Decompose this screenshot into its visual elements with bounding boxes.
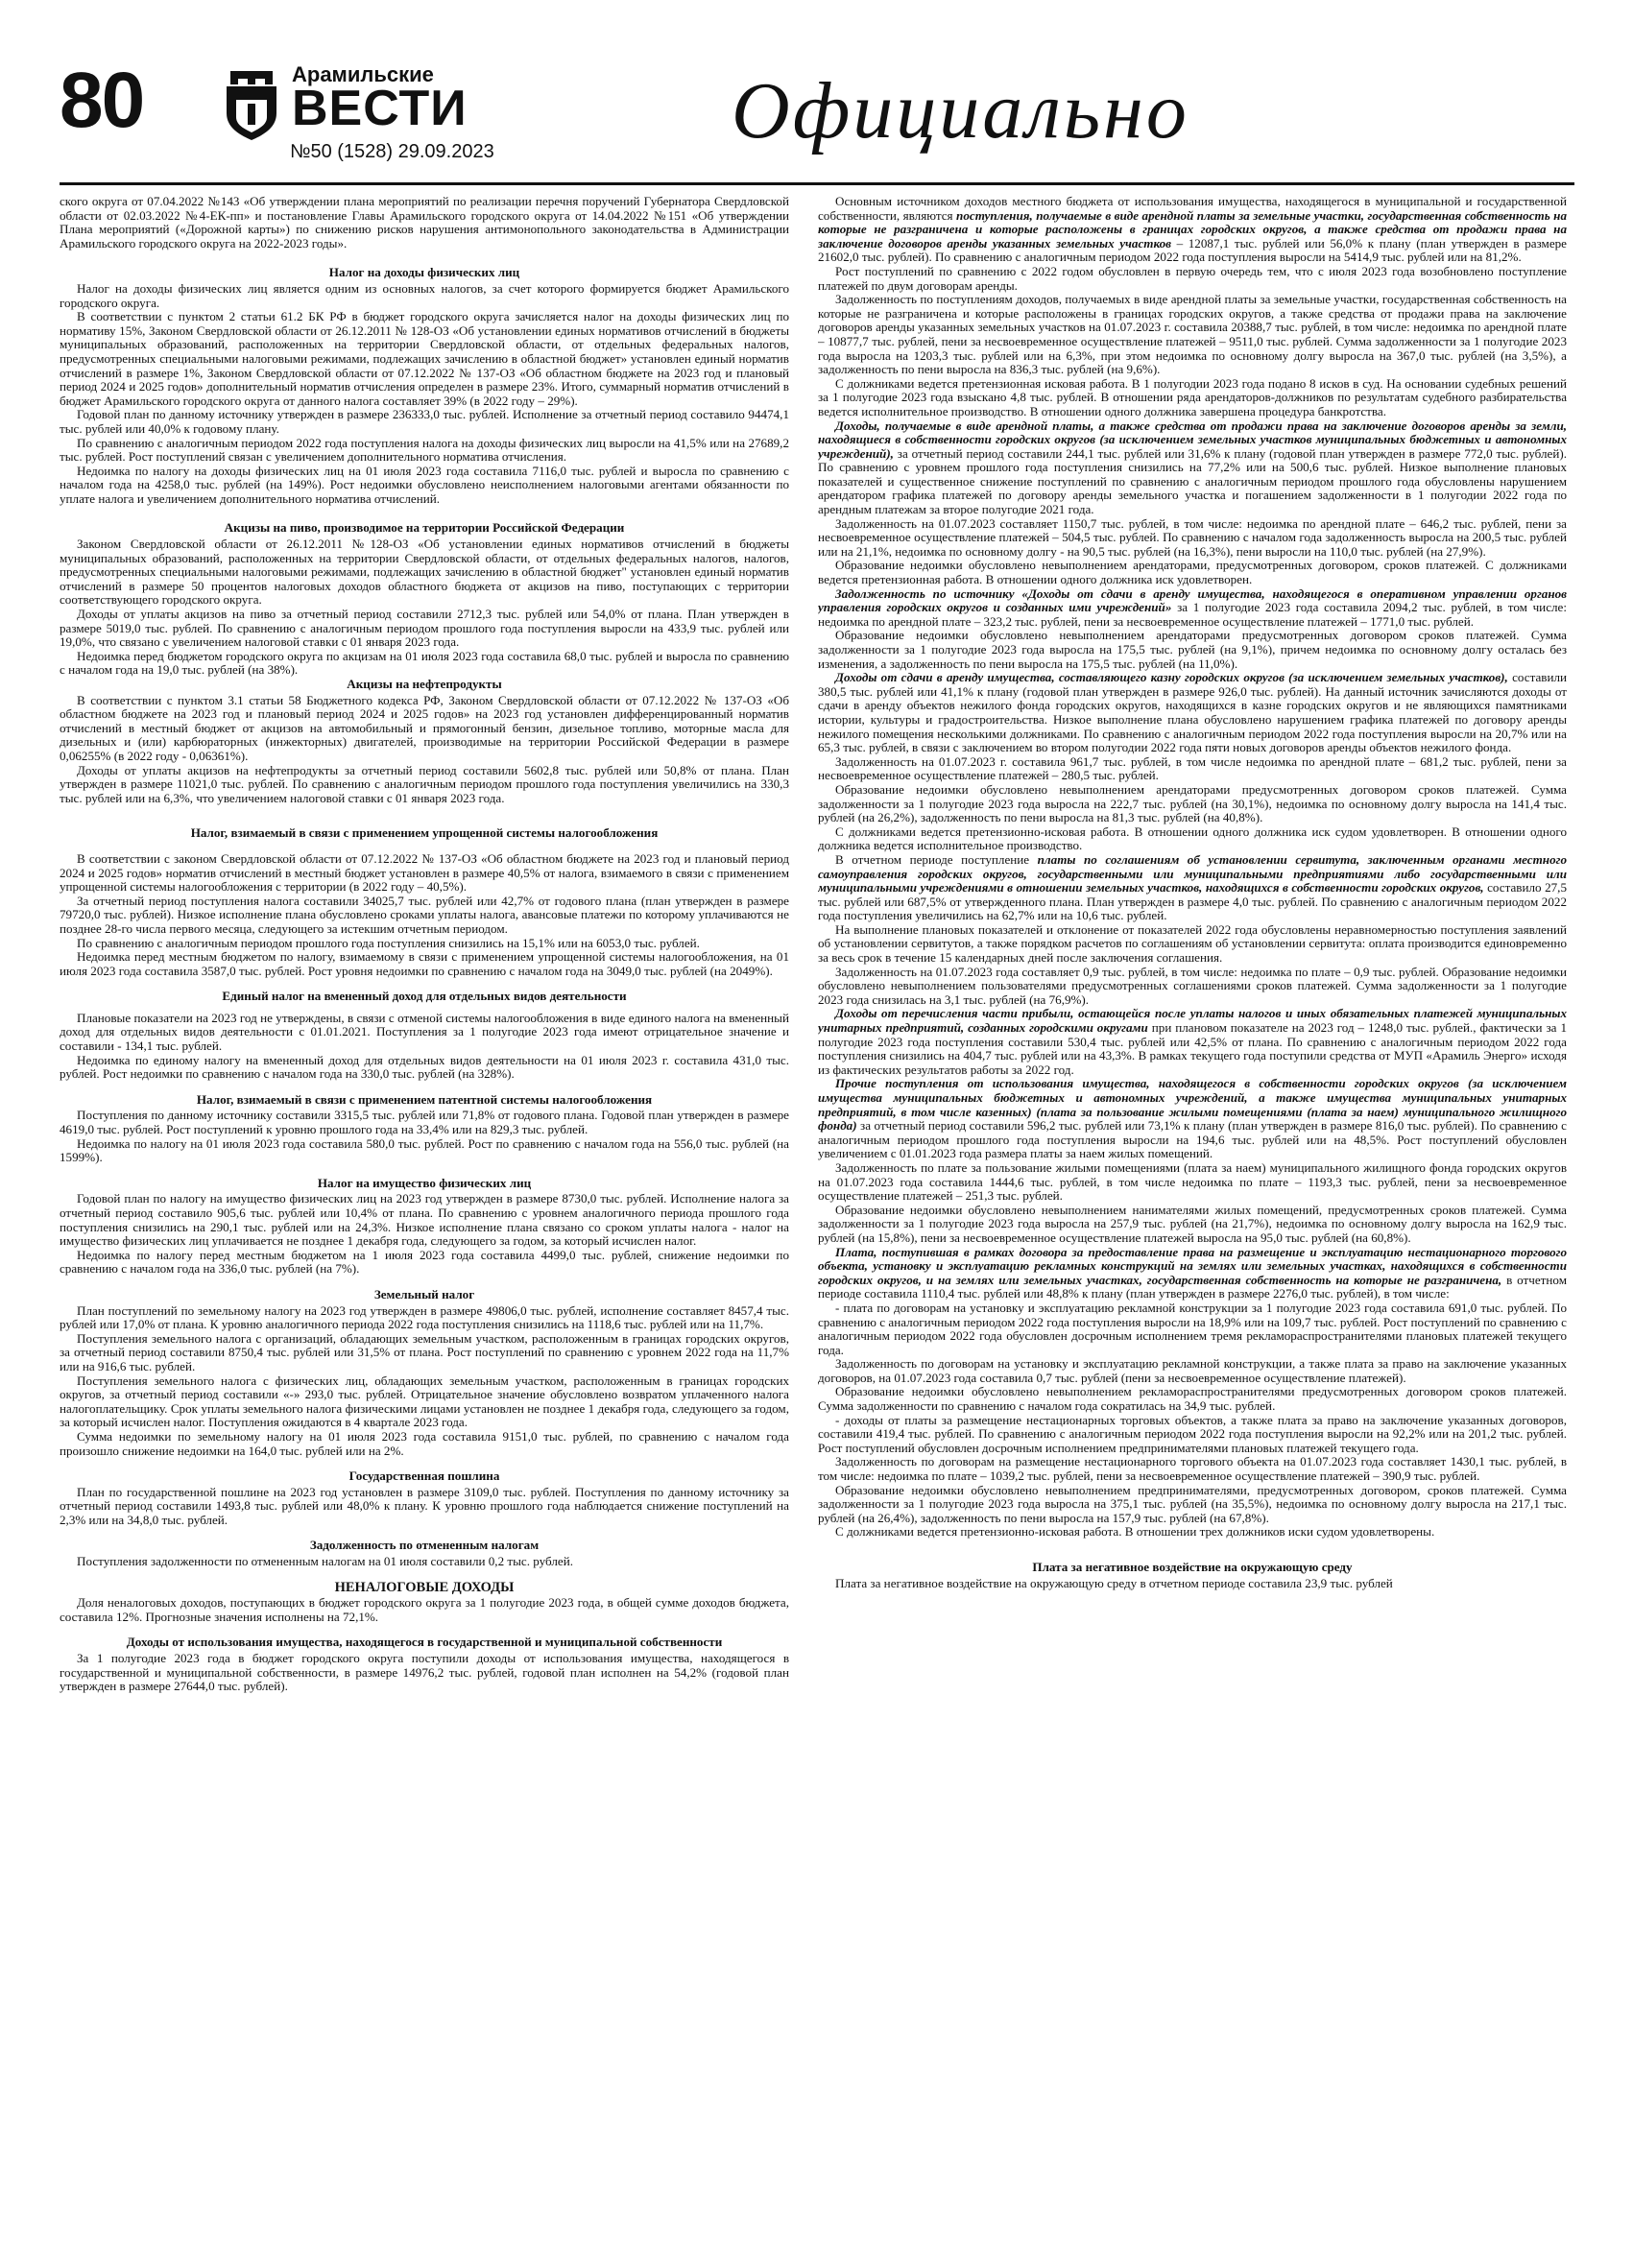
section-heading: Акцизы на нефтепродукты: [347, 677, 502, 691]
section-heading: Государственная пошлина: [348, 1468, 500, 1484]
paragraph: Доходы от уплаты акцизов на нефтепродукты за отчетный период составили 5602,8 тыс. рублей или 50,8% от плана. План утвержден в размере 11021,0 тыс. рублей. По сравнению с аналогичным периодом прошлого года поступления увеличились на 330,3 тыс. рублей или на 6,3%, что увеличением налоговой ставки с 01 января 2023 года.: [60, 762, 789, 805]
section-heading: Доходы от использования имущества, находящегося в государственной и муниципальной собственности: [126, 1635, 723, 1650]
paragraph: В соответствии с законом Свердловской области от 07.12.2022 № 137-ОЗ «Об областном бюджете на 2023 год и плановый период 2024 и 2025 годов» норматив отчислений в местный бюджет установлен в размере 40,5% от налога, взимаемого в связи с применением упрощенной системы налогообложения с территории (в 2022 году – 40,5%).: [60, 850, 789, 895]
paragraph: Задолженность на 01.07.2023 года составляет 0,9 тыс. рублей, в том числе: недоимка по плате – 0,9 тыс. рублей. Образование недоимки обусловлено невыполнением пользователями предусмотренных соглашениями сроков платежей. Сумма задолженности за 1 полугодие 2023 года снизилась на 3,1 тыс. рублей (на 76,9%).: [818, 964, 1567, 1007]
left-column: [60, 195, 789, 2220]
paragraph: Задолженность по договорам на размещение нестационарного торгового объекта на 01.07.2023 года составляет 1430,1 тыс. рублей, в том числе: недоимка по плате – 1039,2 тыс. рублей, пени за несвоевременное осуществление платежей – 390,9 тыс. рублей.: [818, 1454, 1567, 1484]
text-run: Основным источником доходов местного бюджета от использования имущества, находящегося в муниципальной и государственной собственности, являются: [818, 195, 1567, 223]
coat-of-arms-icon: [223, 71, 280, 140]
paragraph: По сравнению с аналогичным периодом прошлого года поступления снизились на 15,1% или на 6053,0 тыс. рублей.: [77, 935, 700, 950]
section-heading: Земельный налог: [373, 1286, 475, 1301]
section-heading: Задолженность по отмененным налогам: [309, 1538, 540, 1553]
paragraph: Плата за негативное воздействие на окружающую среду в отчетном периоде составила 23,9 тыс. рублей: [835, 1575, 1393, 1590]
emphasis-text: Доходы от сдачи в аренду имущества, составляющего казну городских округов (за исключением земельных участков),: [835, 670, 1508, 685]
paragraph: План поступлений по земельному налогу на 2023 год утвержден в размере 49806,0 тыс. рублей, исполнение составляет 8457,4 тыс. рублей или 17,0% от плана. К уровню аналогичного периода 2022 года поступления снизились на 1118,6 тыс. рублей или на 11,7%.: [60, 1302, 789, 1332]
publication-name-main: ВЕСТИ: [292, 81, 468, 136]
section-heading: Акцизы на пиво, производимое на территории Российской Федерации: [224, 520, 625, 536]
section-heading: Налог на доходы физических лиц: [328, 265, 520, 280]
paragraph: Задолженность по поступлениям доходов, получаемых в виде арендной платы за земельные участки, государственная собственность на которые не разграничена и которые расположены в границах городских округов, а также средства от продажи права на заключение договоров аренды указанных земельных участков на 01.07.2023 г. составила 20388,7 тыс. рублей, в том числе: недоимка по арендной плате – 10877,7 тыс. рублей, пени за несвоевременное осуществление платежей – 9511,0 тыс. рублей. Сумма задолженности за 1 полугодие 2023 года выросла на 1203,3 тыс. рублей или на 6,3%, при этом недоимка по основному долгу выросла на 367,0 тыс. рублей (на 3,5%), а задолженность по пени выросла на 836,3 тыс. рублей (на 9,6%).: [818, 292, 1567, 377]
paragraph: [818, 671, 1567, 755]
emphasis-text: Доходы от перечисления части прибыли, остающейся после уплаты налогов и иных обязательных платежей муниципальных унитарных предприятий, созданных городскими округами: [818, 1006, 1567, 1036]
text-run: за отчетный период составили 596,2 тыс. рублей или 73,1% к плану (план утвержден в размере 816,0 тыс. рублей). По сравнению с аналогичным периодом прошлого года поступления выросли на 194,6 тыс. рублей или на 48,5%. Рост поступлений обусловлен увеличением с 01.01.2023 года размера платы за наем жилых помещений.: [818, 1118, 1567, 1161]
emphasis-text: поступления, получаемые в виде арендной платы за земельные участки, государственная собственность на которые не разграничена и которые расположены в границах городских округов, а также средства от продажи права на заключение договоров аренды указанных земельных участков: [818, 207, 1567, 251]
paragraph: Задолженность по плате за пользование жилыми помещениями (плата за наем) муниципального жилищного фонда городских округов на 01.07.2023 года составила 1444,6 тыс. рублей, в том числе недоимка по плате – 1193,3 тыс. рублей, пени за несвоевременное осуществление платежей – 251,3 тыс. рублей.: [818, 1159, 1567, 1204]
paragraph: План по государственной пошлине на 2023 год установлен в размере 3109,0 тыс. рублей. Поступления по данному источнику за отчетный период составили 1493,8 тыс. рублей или 48,0% к плану. К уровню прошлого года наблюдается снижение поступлений на 2,3% или на 34,8,0 тыс. рублей.: [60, 1484, 789, 1527]
paragraph: [818, 853, 1567, 923]
paragraph: Сумма недоимки по земельному налогу на 01 июля 2023 года составила 9151,0 тыс. рублей, по сравнению с началом года произошло снижение недоимки на 164,0 тыс. рублей или на 2%.: [60, 1428, 789, 1458]
paragraph: Законом Свердловской области от 26.12.2011 №128-ОЗ «Об установлении единых нормативов отчислений в бюджеты муниципальных образований, расположенных на территории Свердловской области, от отдельных федеральных налогов, налогов, предусмотренных специальными налоговыми режимами, подлежащих зачислению в областной бюджет" установлен единый норматив отчислений в размере 50 процентов налоговых доходов областного бюджета от акцизов на пиво, поступающих с территории соответствующего городского округа.: [60, 537, 789, 608]
paragraph: Образование недоимки обусловлено невыполнением арендаторами предусмотренных договором сроков платежей. Сумма задолженности за 1 полугодие 2023 года выросла на 222,7 тыс. рублей (на 30,1%), недоимка по основному долгу выросла на 141,4 тыс. рублей (на 26,2%), задолженность по пени выросла на 81,3 тыс. рублей (на 40,8%).: [818, 781, 1567, 825]
section-heading: Налог, взимаемый в связи с применением упрощенной системы налогообложения: [190, 825, 659, 841]
paragraph: - доходы от платы за размещение нестационарных торговых объектов, а также плата за право на заключение указанных договоров, составили 419,4 тыс. рублей. По сравнению с аналогичным периодом 2022 года поступления выросли на 92,2% или на 201,2 тыс. рублей. Рост поступлений обусловлен досрочным исполнением предпринимателями плановых платежей текущего года.: [818, 1412, 1567, 1455]
paragraph: Поступления по данному источнику составили 3315,5 тыс. рублей или 71,8% от годового плана. Годовой план утвержден в размере 4619,0 тыс. рублей. Рост поступлений к уровню прошлого года на 33,4% или на 829,3 тыс. рублей.: [60, 1108, 789, 1137]
paragraph: Доля неналоговых доходов, поступающих в бюджет городского округа за 1 полугодие 2023 года, в общей сумме доходов бюджета, составила 12%. Прогнозные значения исполнены на 72,1%.: [60, 1595, 789, 1624]
paragraph: Плановые показатели на 2023 год не утверждены, в связи с отменой системы налогообложения в виде единого налога на вмененный доход для отдельных видов деятельности с 01.01.2021. Поступления за 1 полугодие 2023 года имеют отрицательное значение и составили - 134,1 тыс. рублей.: [60, 1010, 789, 1054]
paragraph: Недоимка по налогу на доходы физических лиц на 01 июля 2023 года составила 7116,0 тыс. рублей и выросла по сравнению с началом года на 4258,0 тыс. рублей (на 149%). Рост недоимки обусловлено неисполнением налоговыми агентами обязанности по уплате налога и увеличением дополнительного норматива отчислений.: [60, 463, 789, 506]
paragraph: Образование недоимки обусловлено невыполнением предпринимателями, предусмотренных договором, сроков платежей. Сумма задолженности за 1 полугодие 2023 года выросла на 375,1 тыс. рублей (на 35,5%), недоимка по основному долгу выросла на 217,1 тыс. рублей (на 26,4%), задолженность по пени выросла на 157,9 тыс. рублей (на 67,8%).: [818, 1482, 1567, 1525]
section-heading: Налог, взимаемый в связи с применением патентной системы налогообложения: [196, 1091, 653, 1107]
paragraph: С должниками ведется претензионно-исковая работа. В отношении одного должника иск судом удовлетворен. В отношении одного должника ведется исполнительное производство.: [818, 824, 1567, 853]
text-run: в отчетном периоде составила 1110,4 тыс. рублей или 48,8% к плану (план утвержден в размере 2276,0 тыс. рублей), в том числе:: [818, 1272, 1567, 1301]
paragraph: Образование недоимки обусловлено невыполнением рекламораспространителями предусмотренных договором сроков платежей. Сумма задолженности по сравнению с началом года сократилась на 34,9 тыс. рублей.: [818, 1384, 1567, 1414]
paragraph: Годовой план по налогу на имущество физических лиц на 2023 год утвержден в размере 8730,0 тыс. рублей. Исполнение налога за отчетный период составило 905,6 тыс. рублей или 10,4% от плана. По сравнению с уровнем аналогичного периода прошлого года поступления снизились на 290,1 тыс. рублей или на 24,3%. Низкое исполнение плана связано со сроком уплаты налога - налог на имущество физических лиц уплачивается не позднее 1 декабря года, следующего за годом, за который исчислен налог.: [60, 1191, 789, 1249]
paragraph: С должниками ведется претензионная исковая работа. В 1 полугодии 2023 года подано 8 исков в суд. На основании судебных решений за 1 полугодие 2023 года взыскано 4,8 тыс. рублей. В отношении ряда арендаторов-должников по результатам судебного разбирательства ведется исполнительное производство. В отношении одного должника завершена процедура банкротства.: [818, 375, 1567, 418]
text-run: при плановом показателе на 2023 год – 1248,0 тыс. рублей., фактически за 1 полугодие 2023 года поступления составили 530,4 тыс. рублей или 42,5% от плана. По сравнению с аналогичным периодом 2022 года поступления снизились на 404,7 тыс. рублей или на 43,3%. В рамках текущего года поступили средства от МУП «Арамиль Энерго» исходя из фактических результатов работы за 2022 год.: [818, 1020, 1567, 1077]
paragraph: В соответствии с пунктом 2 статьи 61.2 БК РФ в бюджет городского округа зачисляется налог на доходы физических лиц по нормативу 15%, Законом Свердловской области от 26.12.2011 № 128-ОЗ «Об установлении единых нормативов отчислений в бюджеты муниципальных образований, расположенных на территории Свердловской области, от отдельных федеральных налогов, предусмотренных специальными налоговыми режимами, подлежащих зачислению в областной бюджет» установлен единый норматив отчислений в размере 1%, Законом Свердловской области от 07.12.2022 № 137-ОЗ «Об областном бюджете на 2023 год и плановый период 2024 и 2025 годов» дополнительный норматив отчисления определен в размере 23%. Итого, суммарный норматив отчислений в бюджет Арамильского городского округа от данного налога составляет 39% (в 2022 году – 29%).: [60, 309, 789, 408]
header-rule: [60, 182, 1574, 185]
paragraph: Задолженность на 01.07.2023 составляет 1150,7 тыс. рублей, в том числе: недоимка по арендной плате – 646,2 тыс. рублей, пени за несвоевременное осуществление платежей – 504,5 тыс. рублей. По сравнению с началом года задолженность выросла на 200,5 тыс. рублей или на 21,1%, недоимка по основному долгу - на 90,5 тыс. рублей (на 16,3%), пени выросли на 110,0 тыс. рублей (на 27,9%).: [818, 515, 1567, 559]
page-header: [60, 58, 1574, 173]
section-title: Официально: [732, 66, 1189, 155]
paragraph: [818, 1246, 1567, 1301]
paragraph: Задолженность по договорам на установку и эксплуатацию рекламной конструкции, а также плата за право на заключение указанных договоров, на 01.07.2023 года составила 0,7 тыс. рублей (пени за несвоевременное осуществление платежей).: [818, 1356, 1567, 1385]
paragraph: Недоимка перед местным бюджетом по налогу, взимаемому в связи с применением упрощенной системы налогообложения, на 01 июля 2023 года составила 3587,0 тыс. рублей. Рост уровня недоимки по сравнению с началом года на 3049,0 тыс. рублей (на 2049%).: [60, 949, 789, 978]
paragraph: Недоимка по налогу перед местным бюджетом на 1 июля 2023 года составила 4499,0 тыс. рублей, снижение недоимки по сравнению с началом года на 336,0 тыс. рублей (на 7%).: [60, 1247, 789, 1277]
text-run: В отчетном периоде поступление: [835, 851, 1038, 867]
paragraph: Образование недоимки обусловлено невыполнением арендаторами предусмотренных договором сроков платежей. Сумма задолженности за 1 полугодие 2023 года выросла на 175,5 тыс. рублей (на 9,1%), причем недоимка по основному долгу осталась без изменения, а задолженность по пени выросла на 175,5 тыс. рублей (на 11,0%).: [818, 628, 1567, 671]
emphasis-text: Доходы, получаемые в виде арендной платы, а также средства от продажи права на заключение договоров аренды за земли, находящиеся в собственности городских округов (за исключением земельных участков муниципальных бюджетных и автономных учреждений),: [818, 418, 1567, 461]
paragraph: Образование недоимки обусловлено невыполнением арендаторами, предусмотренных договором, сроков платежей. С должниками ведется претензионная работа. В отношении одного должника иск удовлетворен.: [818, 558, 1567, 587]
section-heading: Единый налог на вмененный доход для отдельных видов деятельности: [222, 989, 627, 1004]
paragraph: Доходы от уплаты акцизов на пиво за отчетный период составили 2712,3 тыс. рублей или 54,0% от плана. План утвержден в размере 5019,0 тыс. рублей. По сравнению с аналогичным периодом прошлого года поступления выросли на 433,9 тыс. рублей или 19,0%, что связано с увеличением налоговой ставки с 01 января 2023 года.: [60, 607, 789, 650]
paragraph: Рост поступлений по сравнению с 2022 годом обусловлен в первую очередь тем, что с июля 2023 года возобновлено поступление платежей по двум договорам аренды.: [818, 263, 1567, 293]
emphasis-text: Плата, поступившая в рамках договора за предоставление права на размещение и эксплуатацию нестационарного торгового объекта, установку и эксплуатацию рекламных конструкций на землях или земельных участках, находящихся в собственности городских округов, и на землях или земельных участках, государственная собственность на которые не разграничена,: [818, 1244, 1567, 1287]
text-run: за отчетный период составили 244,1 тыс. рублей или 31,6% к плану (годовой план утвержден в размере 772,0 тыс. рублей). По сравнению с уровнем прошлого года поступления снизились на 77,2% или на 500,6 тыс. рублей. Низкое выполнение плановых показателей и существенное снижение поступлений по сравнению с аналогичным периодом прошлого года обусловлены нарушением арендатором графика платежей по договору аренды земельного участка и погашением задолженности в 1 полугодии 2022 года по арендным платежам за второе полугодие 2021 года.: [818, 445, 1567, 517]
publication-name-top: Арамильские: [292, 62, 434, 86]
paragraph: [818, 1007, 1567, 1077]
page-number: 80: [60, 57, 144, 144]
paragraph: Поступления земельного налога с физических лиц, обладающих земельным участком, расположенным в границах городских округов, за отчетный период составили «-» 293,0 тыс. рублей. Отрицательное значение обусловлено возвратом уплаченного налога налогоплательщику. Срок уплаты земельного налога физическими лицами установлен не позднее 1 декабря года, следующего за годом, за который исчислен налог. Поступления ожидаются в 4 квартале 2023 года.: [60, 1373, 789, 1430]
section-heading: Плата за негативное воздействие на окружающую среду: [1032, 1560, 1353, 1574]
paragraph: [818, 419, 1567, 517]
paragraph: Задолженность на 01.07.2023 г. составила 961,7 тыс. рублей, в том числе недоимка по арендной плате – 681,2 тыс. рублей, пени за несвоевременное осуществление платежей – 280,5 тыс. рублей.: [818, 753, 1567, 783]
paragraph: На выполнение плановых показателей и отклонение от показателей 2022 года обусловлены неравномерностью поступления заявлений об установлении сервитутов, а также порядком расчетов по соглашениям об установлении сервитута: оплата производится единовременно за весь срок в течение 15 календарных дней после заключения соглашения.: [818, 921, 1567, 966]
text-run: за 1 полугодие 2023 года составила 2094,2 тыс. рублей, в том числе: недоимка по арендной плате – 323,2 тыс. рублей, пени за несвоевременное осуществление платежей – 1771,0 тыс. рублей.: [818, 600, 1567, 629]
paragraph: По сравнению с аналогичным периодом 2022 года поступления налога на доходы физических лиц выросли на 41,5% или на 27689,2 тыс. рублей. Рост поступлений связан с увеличением дополнительного норматива отчисления.: [60, 435, 789, 465]
paragraph: В соответствии с пунктом 3.1 статьи 58 Бюджетного кодекса РФ, Законом Свердловской области от 07.12.2022 № 137-ОЗ «Об областном бюджете на 2023 год и плановый период 2024 и 2025 годов» на 2023 год установлен дифференцированный норматив отчислений в местный бюджет от акцизов на автомобильный и прямогонный бензин, дизельное топливо, моторные масла для дизельных и (или) карбюраторных (инжекторных) двигателей, производимые на территории Российской Федерации в размере 0,06255% (в 2022 году - 0,06361%).: [60, 692, 789, 763]
paragraph: ского округа от 07.04.2022 №143 «Об утверждении плана мероприятий по реализации перечня поручений Губернатора Свердловской области от 02.03.2022 №4-ЕК-пп» и постановление Главы Арамильского городского округа от 14.04.2022 №151 «Об утверждении Плана мероприятий («Дорожной карты») по снижению рисков нарушения антимонопольного законодательства в Администрации Арамильского городского округа на 2022-2023 годы».: [60, 195, 789, 251]
paragraph: - плата по договорам на установку и эксплуатацию рекламной конструкции за 1 полугодие 2023 года составила 691,0 тыс. рублей. По сравнению с аналогичным периодом 2022 года поступления выросли на 18,9% или на 109,7 тыс. рублей. Рост поступлений по сравнению с аналогичным периодом 2022 года обусловлен досрочным исполнением тремя рекламораспространителями плановых платежей текущего года.: [818, 1300, 1567, 1357]
text-run: составили 380,5 тыс. рублей или 41,1% к плану (годовой план утвержден в размере 926,0 тыс. рублей). На данный источник зачисляются доходы от сдачи в аренду объектов нежилого фонда городских округов, находящихся в казне городских округов и не являющихся памятниками истории, культуры и градостроительства. Низкое выполнение плана обусловлено нарушением графика платежей по договору аренды нежилого помещения несколькими должниками. По сравнению с аналогичным периодом 2022 года поступления выросли на 20,7% или на 65,3 тыс. рублей, в связи с заключением во втором полугодии 2022 года пяти новых договоров аренды объектов нежилого фонда.: [818, 670, 1567, 755]
emphasis-text: Прочие поступления от использования имущества, находящегося в собственности городских округов (за исключением имущества муниципальных бюджетных и автономных учреждений, а также имущества муниципальных унитарных предприятий, в том числе казенных) (плата за пользование жилыми помещениями (плата за наем) муниципального жилищного фонда): [818, 1076, 1567, 1134]
paragraph: За отчетный период поступления налога составили 34025,7 тыс. рублей или 42,7% от годового плана (план утвержден в размере 79720,0 тыс. рублей). Низкое исполнение плана обусловлено сроками уплаты налога, авансовые платежи по которому уплачиваются не позднее 28-го числа первого месяца, следующего за истекшим отчетным периодом.: [60, 893, 789, 936]
paragraph: С должниками ведется претензионно-исковая работа. В отношении трех должников иски судом удовлетворены.: [835, 1524, 1435, 1540]
paragraph: [818, 1077, 1567, 1161]
publication-logo: [223, 63, 511, 169]
paragraph: Годовой план по данному источнику утвержден в размере 236333,0 тыс. рублей. Исполнение за отчетный период составило 94474,1 тыс. рублей или 40,0% к годовому плану.: [60, 407, 789, 436]
text-run: – 12087,1 тыс. рублей или 56,0% к плану (план утвержден в размере 21602,0 тыс. рублей). По сравнению с аналогичным периодом 2022 года поступления выросли на 5414,9 тыс. рублей или на 81,2%.: [818, 235, 1567, 265]
paragraph: Поступления земельного налога с организаций, обладающих земельным участком, расположенным в границах городских округов, за отчетный период составили 8750,4 тыс. рублей или 31,5% от плана. Рост поступлений по сравнению с уровнем 2022 года на 11,7% или на 916,6 тыс. рублей.: [60, 1330, 789, 1373]
paragraph: Недоимка по единому налогу на вмененный доход для отдельных видов деятельности на 01 июля 2023 г. составила 431,0 тыс. рублей. Рост недоимки по сравнению с началом года на 330,0 тыс. рублей (на 328%).: [60, 1052, 789, 1082]
paragraph: [818, 195, 1567, 265]
paragraph: [818, 587, 1567, 630]
section-heading: НЕНАЛОГОВЫЕ ДОХОДЫ: [334, 1579, 515, 1595]
issue-number-date: №50 (1528) 29.09.2023: [290, 141, 494, 162]
paragraph: За 1 полугодие 2023 года в бюджет городского округа поступили доходы от использования имущества, находящегося в государственной и муниципальной собственности, в размере 14976,2 тыс. рублей, годовой план исполнен на 54,2% (годовой план утвержден в размере 27644,0 тыс. рублей).: [60, 1651, 789, 1694]
paragraph: Поступления задолженности по отмененным налогам на 01 июля составили 0,2 тыс. рублей.: [77, 1554, 573, 1569]
paragraph: Недоимка перед бюджетом городского округа по акцизам на 01 июля 2023 года составила 68,0 тыс. рублей и выросла по сравнению с началом года на 19,0 тыс. рублей (на 38%).: [60, 648, 789, 678]
emphasis-text: Задолженность по источнику «Доходы от сдачи в аренду имущества, находящегося в оперативном управлении органов управления городских округов и созданных ими учреждений»: [818, 585, 1567, 615]
paragraph: Образование недоимки обусловлено невыполнением нанимателями жилых помещений, предусмотренных сроков платежей. Сумма задолженности за 1 полугодие 2023 года выросла на 257,9 тыс. рублей (на 21,7%), недоимка по основному долгу выросла на 162,9 тыс. рублей (на 15,8%), пени за несвоевременное осуществление платежей выросла на 95,0 тыс. рублей (на 60,8%).: [818, 1202, 1567, 1245]
paragraph: Налог на доходы физических лиц является одним из основных налогов, за счет которого формируется бюджет Арамильского городского округа.: [60, 280, 789, 310]
text-run: составило 27,5 тыс. рублей или 687,5% от утвержденного плана. План утвержден в размере 4,0 тыс. рублей. По сравнению с аналогичным периодом 2022 года поступления увеличились на 62,7% или на 10,6 тыс. рублей.: [818, 880, 1567, 923]
right-column: [818, 195, 1567, 2220]
section-heading: Налог на имущество физических лиц: [317, 1175, 532, 1190]
paragraph: Недоимка по налогу на 01 июля 2023 года составила 580,0 тыс. рублей. Рост по сравнению с началом года на 556,0 тыс. рублей (на 1599%).: [60, 1135, 789, 1165]
emphasis-text: платы по соглашениям об установлении сервитута, заключенным органами местного самоуправления городских округов, государственными или муниципальными предприятиями либо государственными или муниципальными учреждениями в отношении земельных участков, находящихся в собственности городских округов,: [818, 851, 1567, 895]
